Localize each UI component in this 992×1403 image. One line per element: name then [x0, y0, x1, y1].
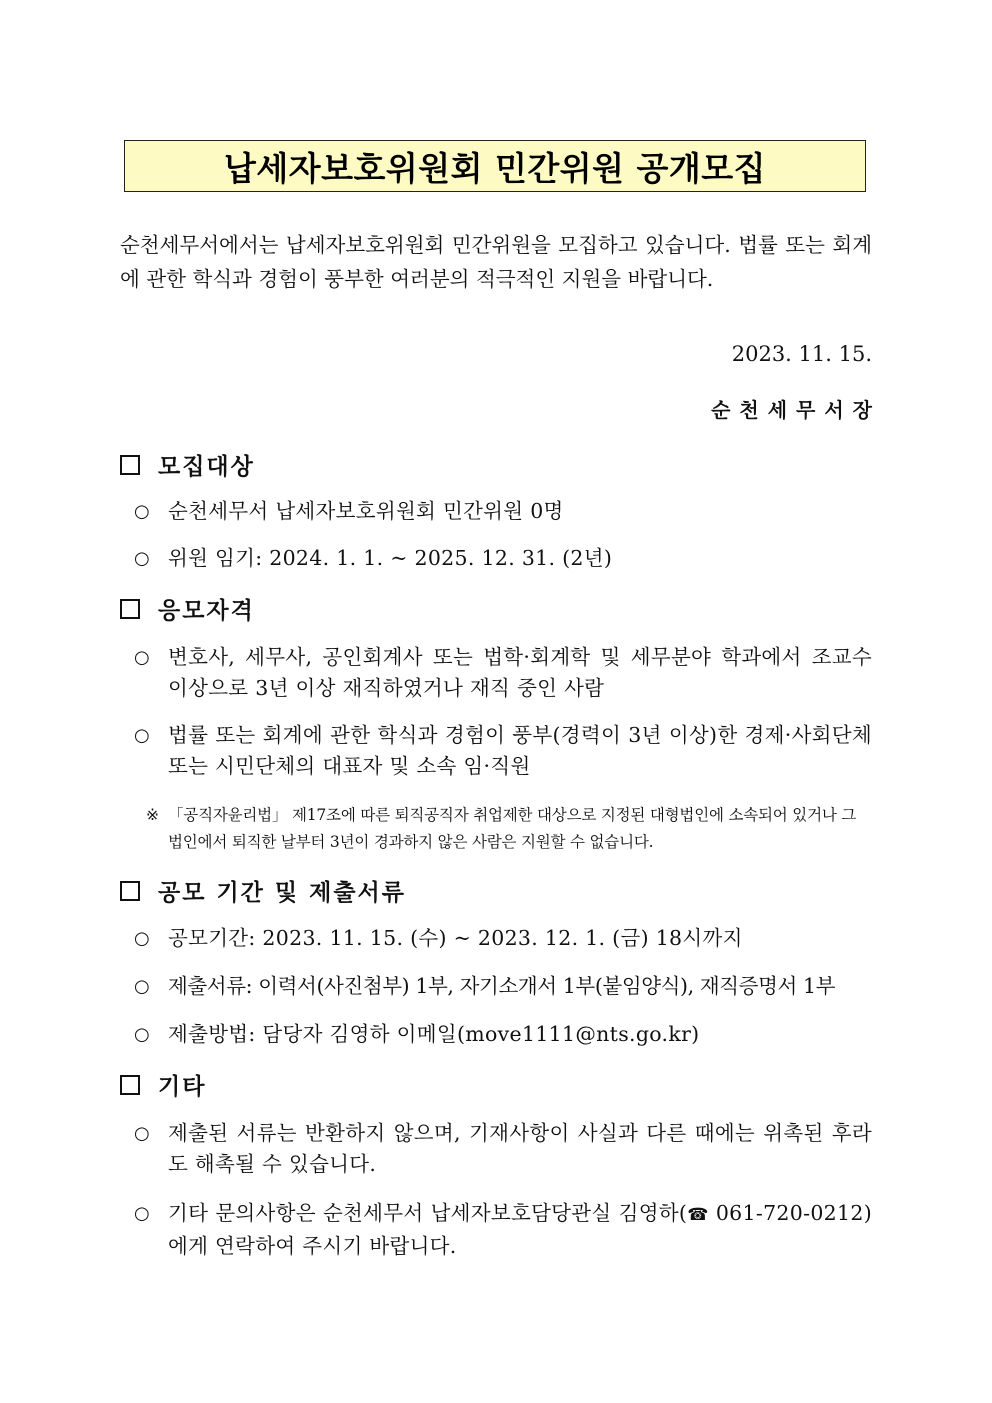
circle-bullet-icon: ○ [134, 1203, 150, 1224]
intro-paragraph: 순천세무서에서는 납세자보호위원회 민간위원을 모집하고 있습니다. 법률 또는 회계에 관한 학식과 경험이 풍부한 여러분의 적극적인 지원을 바랍니다. [120, 233, 872, 291]
phone-icon: ☎ [687, 1205, 709, 1225]
page-title: 납세자보호위원회 민간위원 공개모집 [223, 148, 767, 188]
circle-bullet-icon: ○ [134, 928, 150, 949]
contact-text [168, 1198, 872, 1262]
section-heading-other [120, 1068, 206, 1101]
title-box [124, 140, 866, 192]
circle-bullet-icon: ○ [134, 1123, 150, 1144]
list-item [134, 1019, 872, 1050]
notice-date: 2023. 11. 15. [731, 342, 872, 366]
list-item [134, 971, 872, 1002]
list-item [134, 642, 872, 704]
section-heading-period-documents [120, 874, 406, 907]
eligibility-note [146, 802, 872, 856]
issuer-signature: 순천세무서장 [711, 398, 881, 422]
list-item-text: 제출된 서류는 반환하지 않으며, 기재사항이 사실과 다른 때에는 위촉된 후라도 해촉될 수 있습니다. [168, 1121, 872, 1176]
square-checkbox-icon [120, 881, 140, 901]
list-item-text: 위원 임기: 2024. 1. 1. ~ 2025. 12. 31. (2년) [168, 546, 613, 570]
section-heading-eligibility [120, 592, 255, 625]
square-checkbox-icon [120, 455, 140, 475]
section-heading-label: 공모 기간 및 제출서류 [158, 880, 406, 906]
square-checkbox-icon [120, 1075, 140, 1095]
section-heading-label: 응모자격 [158, 598, 255, 624]
circle-bullet-icon: ○ [134, 501, 150, 522]
list-item-text: 공모기간: 2023. 11. 15. (수) ~ 2023. 12. 1. (금) 18시까지 [168, 926, 743, 950]
circle-bullet-icon: ○ [134, 1024, 150, 1045]
circle-bullet-icon: ○ [134, 725, 150, 746]
circle-bullet-icon: ○ [134, 647, 150, 668]
list-item-text: 법률 또는 회계에 관한 학식과 경험이 풍부(경력이 3년 이상)한 경제·사회단체 또는 시민단체의 대표자 및 소속 임·직원 [168, 723, 872, 778]
list-item-text: 제출서류: 이력서(사진첨부) 1부, 자기소개서 1부(붙임양식), 재직증명서 1부 [168, 974, 836, 998]
list-item-text: 변호사, 세무사, 공인회계사 또는 법학·회계학 및 세무분야 학과에서 조교수 이상으로 3년 이상 재직하였거나 재직 중인 사람 [168, 645, 872, 700]
list-item [134, 1198, 872, 1262]
reference-mark-icon: ※ [146, 806, 159, 824]
list-item [134, 1118, 872, 1180]
contact-suffix: 에게 연락하여 주시기 바랍니다. [168, 1234, 457, 1258]
square-checkbox-icon [120, 599, 140, 619]
list-item [134, 496, 872, 527]
list-item [134, 720, 872, 782]
section-heading-label: 모집대상 [158, 454, 255, 480]
contact-phone: 061-720-0212) [708, 1201, 872, 1225]
section-heading-label: 기타 [158, 1074, 207, 1100]
list-item [134, 923, 872, 954]
section-heading-recruitment-target [120, 448, 255, 481]
circle-bullet-icon: ○ [134, 976, 150, 997]
contact-prefix: 기타 문의사항은 순천세무서 납세자보호담당관실 김영하( [168, 1201, 688, 1225]
note-text: 「공직자윤리법」 제17조에 따른 퇴직공직자 취업제한 대상으로 지정된 대형법인에 소속되어 있거나 그 법인에서 퇴직한 날부터 3년이 경과하지 않은 사람은 지원할 수 없습니다. [168, 806, 857, 851]
list-item-text: 제출방법: 담당자 김영하 이메일(move1111@nts.go.kr) [168, 1022, 700, 1046]
list-item [134, 543, 872, 574]
list-item-text: 순천세무서 납세자보호위원회 민간위원 0명 [168, 499, 564, 523]
circle-bullet-icon: ○ [134, 548, 150, 569]
